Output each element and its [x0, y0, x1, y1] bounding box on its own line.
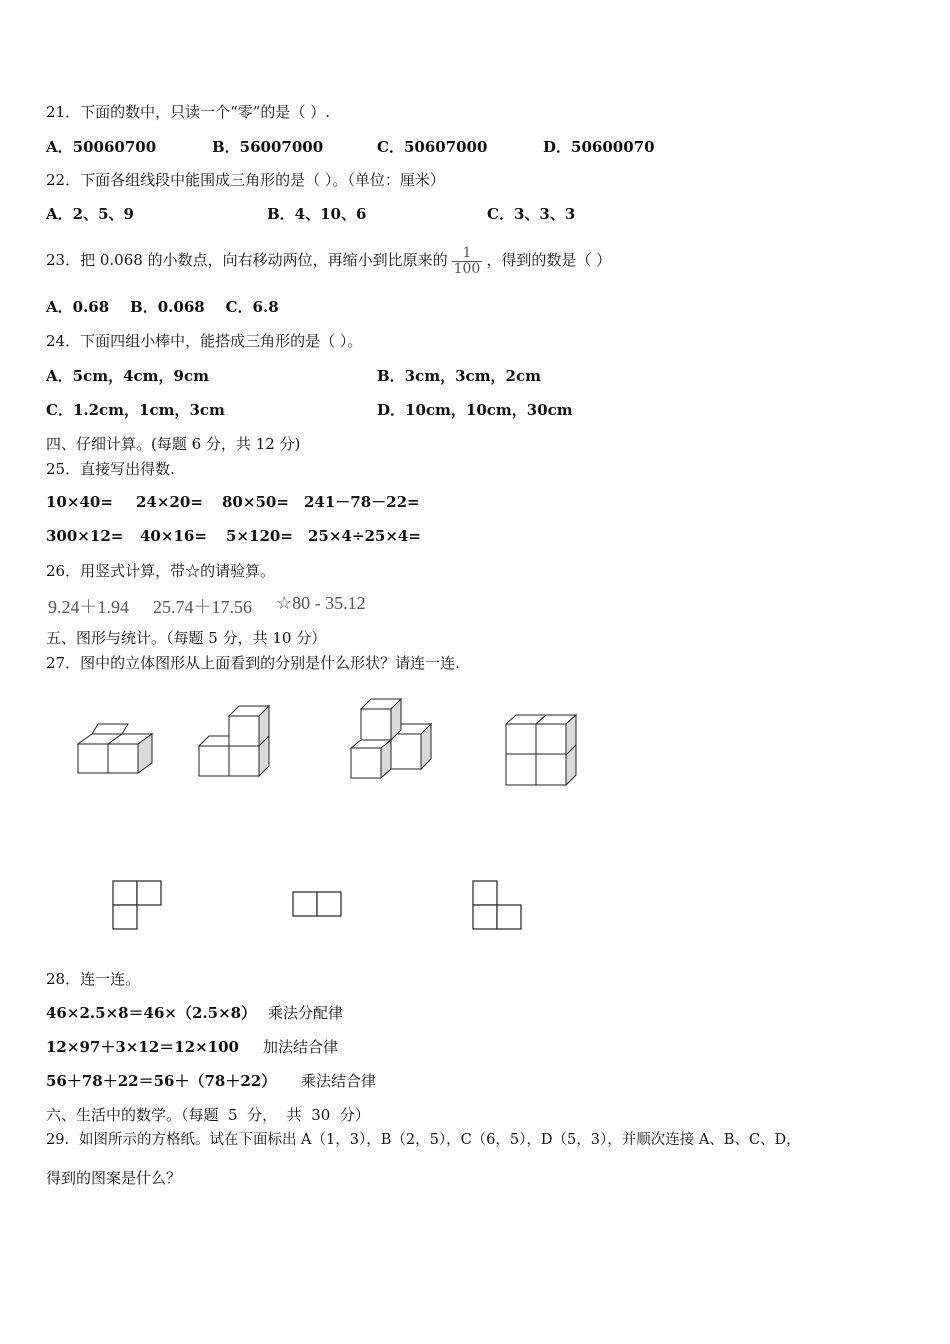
top-view-1: [110, 878, 165, 933]
q28-stem: 28．连一连。: [46, 970, 141, 988]
section-6-heading: 六、生活中的数学。（每题 5 分， 共 30 分）: [46, 1106, 370, 1124]
q23-stem: [46, 240, 611, 280]
square-cell: [497, 905, 521, 929]
q26-item-2: 25.74＋17.56: [153, 597, 252, 617]
square-cell: [473, 881, 497, 905]
q23-stem-after: ，得到的数是（ ）: [486, 251, 612, 269]
cube-front-face: [108, 744, 138, 773]
q28-expr-2: 12×97＋3×12＝12×100: [46, 1038, 239, 1056]
cube-front-face: [391, 734, 421, 769]
q22-option-a: A．2、5、9: [46, 205, 134, 223]
solid-figure-1: [70, 715, 160, 785]
q25-r2-c1: 300×12=: [46, 527, 124, 545]
q28-law-2: 加法结合律: [263, 1038, 339, 1056]
cube-front-face: [536, 754, 566, 785]
top-view-2: [290, 888, 345, 920]
section-5-heading: 五、图形与统计。（每题 5 分，共 10 分）: [46, 629, 327, 647]
q24-option-b: B．3cm，3cm，2cm: [377, 367, 542, 385]
q26-stem: 26．用竖式计算，带☆的请验算。: [46, 562, 276, 580]
q24-stem: 24．下面四组小棒中，能搭成三角形的是（ ）。: [46, 332, 363, 350]
q25-stem: 25．直接写出得数.: [46, 460, 175, 478]
solid-figure-3: [340, 695, 440, 785]
q23-fraction-numerator: 1: [452, 246, 483, 262]
cube-front-face: [229, 716, 259, 746]
cube-front-face: [78, 744, 108, 773]
q29-line-1: 29．如图所示的方格纸。试在下面标出 A（1，3），B（2，5），C（6，5），D（5，3），并顺次连接 A、B、C、D，: [46, 1132, 801, 1148]
q23-fraction: [452, 246, 483, 277]
square-cell: [113, 881, 137, 905]
q21-stem: 21．下面的数中，只读一个“零”的是（ ）.: [46, 103, 330, 121]
cube-top-face: [199, 736, 229, 746]
q21-option-a: A．50060700: [46, 138, 157, 156]
square-cell: [317, 892, 341, 916]
square-cell: [113, 905, 137, 929]
cube-front-face: [199, 746, 229, 776]
cube-front-face: [536, 724, 566, 754]
q25-r1-c1: 10×40=: [46, 493, 113, 511]
q23-options: A．0.68 B．0.068 C．6.8: [46, 298, 279, 316]
q22-option-b: B．4、10、6: [267, 205, 367, 223]
q24-option-a: A．5cm，4cm，9cm: [46, 367, 209, 385]
q28-law-1: 乘法分配律: [268, 1004, 344, 1022]
q28-expr-1: 46×2.5×8＝46×（2.5×8）: [46, 1004, 257, 1022]
square-cell: [293, 892, 317, 916]
q21-option-c: C．50607000: [377, 138, 488, 156]
q26-item-1: 9.24＋1.94: [48, 597, 129, 617]
q25-r1-c4: 241－78－22=: [304, 493, 420, 511]
q25-r2-c4: 25×4÷25×4=: [308, 527, 421, 545]
q27-stem: 27．图中的立体图形从上面看到的分别是什么形状？请连一连.: [46, 654, 460, 672]
q21-option-b: B．56007000: [212, 138, 324, 156]
square-cell: [137, 881, 161, 905]
q23-fraction-denominator: 100: [453, 260, 481, 277]
q23-stem-before: 23．把 0.068 的小数点，向右移动两位，再缩小到比原来的: [46, 251, 448, 269]
cube-front-face: [506, 754, 536, 785]
q25-r1-c3: 80×50=: [222, 493, 289, 511]
q25-r2-c2: 40×16=: [140, 527, 207, 545]
cube-front-face: [229, 746, 259, 776]
q28-expr-3: 56＋78＋22＝56＋（78＋22）: [46, 1072, 277, 1090]
solid-figure-4: [498, 708, 588, 790]
solid-figure-2: [190, 700, 280, 785]
q22-option-c: C．3、3、3: [487, 205, 576, 223]
q21-option-d: D．50600070: [543, 138, 655, 156]
square-cell: [473, 905, 497, 929]
section-4-heading: 四、仔细计算。(每题 6 分，共 12 分): [46, 435, 301, 453]
cube-front-face: [351, 748, 381, 778]
q26-item-3: ☆80 - 35.12: [276, 593, 366, 613]
cube-front-face: [506, 724, 536, 754]
q25-r2-c3: 5×120=: [226, 527, 293, 545]
cube-top-face: [92, 724, 128, 734]
q28-law-3: 乘法结合律: [301, 1072, 377, 1090]
q25-r1-c2: 24×20=: [136, 493, 203, 511]
q24-option-d: D．10cm，10cm，30cm: [377, 401, 573, 419]
top-view-3: [470, 878, 525, 933]
q24-option-c: C．1.2cm，1cm，3cm: [46, 401, 225, 419]
cube-front-face: [361, 709, 391, 740]
q29-line-2: 得到的图案是什么？: [46, 1169, 182, 1187]
q22-stem: 22．下面各组线段中能围成三角形的是（ ）。（单位：厘米）: [46, 171, 445, 189]
